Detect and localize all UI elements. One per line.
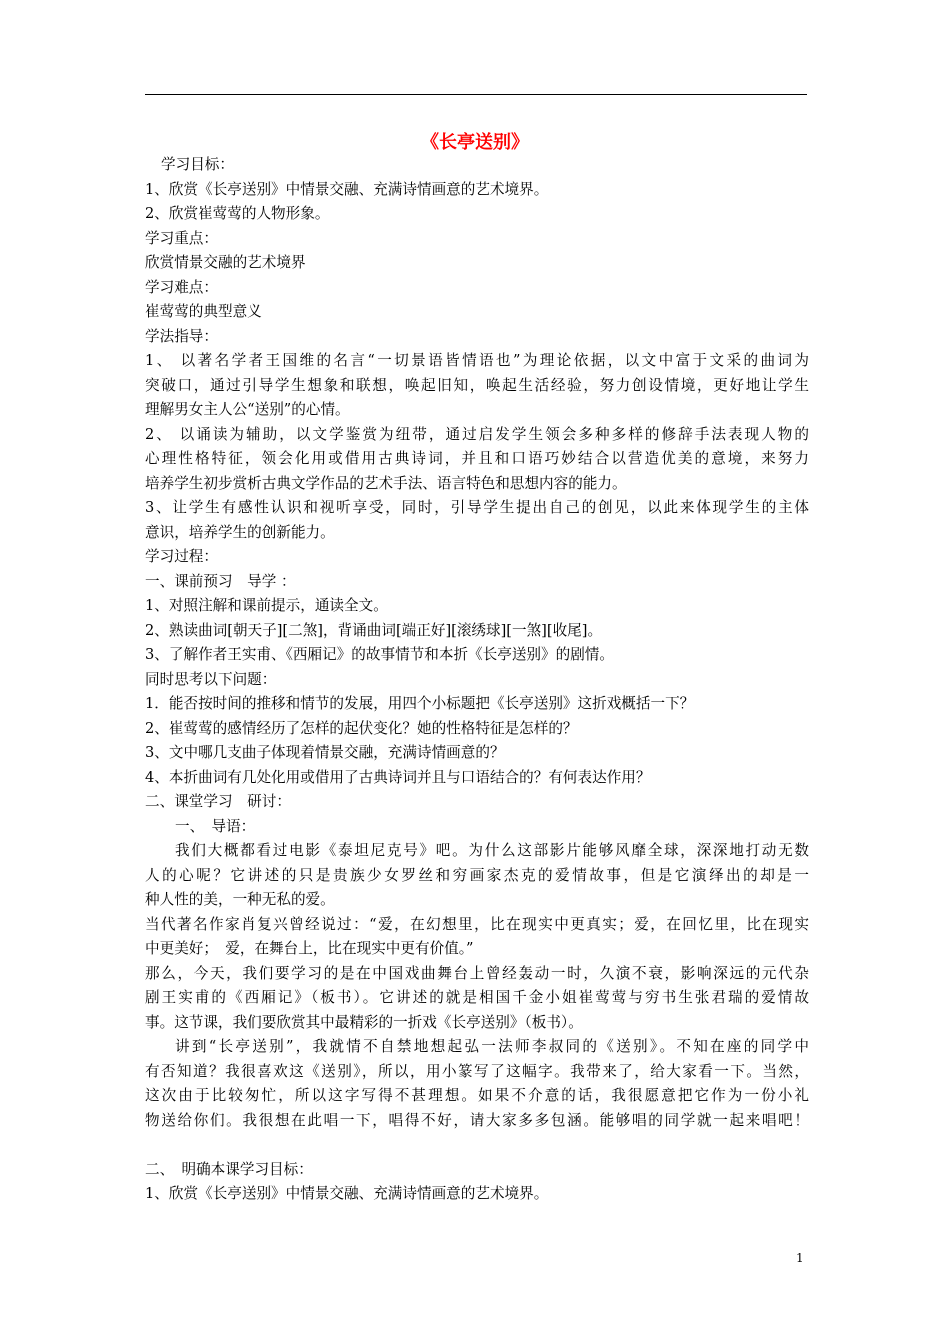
text-line: 心理性格特征，领会化用或借用古典诗词，并且和口语巧妙结合以营造优美的意境，来努力	[145, 450, 809, 467]
text-line: 这次由于比较匆忙，所以这字写得不甚理想。如果不介意的话，我很愿意把它作为一份小礼	[145, 1087, 809, 1104]
header-rule	[145, 94, 807, 95]
text-line: 物送给你们。我很想在此唱一下，唱得不好，请大家多多包涵。能够唱的同学就一起来唱吧！	[145, 1111, 809, 1129]
text-line: 事。这节课，我们要欣赏其中最精彩的一折戏《长亭送别》（板书）。	[145, 1013, 583, 1031]
document-title: 《长亭送别》	[421, 132, 529, 153]
text-line: 人的心呢？它讲述的只是贵族少女罗丝和穷画家杰克的爱情故事，但是它演绎出的却是一	[145, 866, 809, 884]
blank-line	[145, 1133, 809, 1158]
text-line: 3、了解作者王实甫、《西厢记》的故事情节和本折《长亭送别》的剧情。	[145, 646, 614, 663]
text-line: 我们大概都看过电影《泰坦尼克号》吧。为什么这部影片能够风靡全球，深深地打动无数	[175, 842, 809, 859]
section-heading: 学法指导：	[145, 327, 218, 345]
text-line: 1、对照注解和课前提示，通读全文。	[145, 597, 388, 614]
text-line: 培养学生初步赏析古典文学作品的艺术手法、语言特色和思想内容的能力。	[145, 474, 627, 492]
text-line: 意识，培养学生的创新能力。	[145, 523, 335, 541]
text-line: 理解男女主人公“送别”的心情。	[145, 401, 350, 418]
text-line: 2、熟读曲词[朝天子][二煞]，背诵曲词[端正好][滚绣球][一煞][收尾]。	[145, 621, 603, 639]
text-line: 那么，今天，我们要学习的是在中国戏曲舞台上曾经轰动一时，久演不衰，影响深远的元代杂	[145, 964, 809, 982]
section-heading: 二、课堂学习 研讨：	[145, 793, 291, 810]
text-line: 种人性的美，一种无私的爱。	[145, 891, 335, 908]
question-line: 3、文中哪几支曲子体现着情景交融，充满诗情画意的？	[145, 744, 505, 761]
question-line: 4、本折曲词有几处化用或借用了古典诗词并且与口语结合的？有何表达作用？	[145, 768, 651, 786]
section-heading: 一、课前预习 导学 ：	[145, 572, 296, 590]
text-line: 同时思考以下问题：	[145, 670, 277, 688]
text-line: 崔莺莺的典型意义	[145, 303, 262, 320]
text-line: 有否知道？我很喜欢这《送别》，所以，用小篆写了这幅字。我带来了，给大家看一下。当然，	[145, 1062, 809, 1080]
text-line: 欣赏情景交融的艺术境界	[145, 254, 306, 271]
question-line: 2、崔莺莺的感情经历了怎样的起伏变化？她的性格特征是怎样的？	[145, 719, 578, 737]
section-heading: 二、 明确本课学习目标：	[145, 1160, 313, 1178]
text-line: 3、让学生有感性认识和视听享受，同时，引导学生提出自己的创见，以此来体现学生的主体	[145, 499, 809, 516]
text-line: 当代著名作家肖复兴曾经说过：“爱，在幻想里，比在现实中更真实；爱，在回忆里，比在现实	[145, 915, 809, 933]
section-heading: 学习难点：	[145, 278, 218, 296]
text-line: 2、 以诵读为辅助，以文学鉴赏为纽带，通过启发学生领会多种多样的修辞手法表现人物的	[145, 425, 809, 443]
question-line: 1．能否按时间的推移和情节的发展，用四个小标题把《长亭送别》这折戏概括一下？	[145, 695, 695, 712]
text-line: 中更美好； 爱，在舞台上，比在现实中更有价值。”	[145, 940, 474, 957]
text-line: 1、欣赏《长亭送别》中情景交融、充满诗情画意的艺术境界。	[145, 1185, 549, 1202]
text-line: 1、欣赏《长亭送别》中情景交融、充满诗情画意的艺术境界。	[145, 180, 549, 198]
text-line: 讲到“长亭送别”，我就情不自禁地想起弘一法师李叔同的《送别》。不知在座的同学中	[175, 1038, 809, 1055]
section-heading: 学习过程：	[145, 548, 218, 565]
section-heading: 学习重点：	[145, 229, 218, 247]
text-line: 剧王实甫的《西厢记》（板书）。它讲述的就是相国千金小姐崔莺莺与穷书生张君瑞的爱情故	[145, 989, 809, 1006]
document-body	[145, 153, 809, 1207]
text-line: 1、 以著名学者王国维的名言“一切景语皆情语也”为理论依据，以文中富于文采的曲词为	[145, 352, 809, 369]
page-number: 1	[796, 1251, 804, 1265]
section-heading: 学习目标：	[161, 156, 234, 173]
text-line: 突破口，通过引导学生想象和联想，唤起旧知，唤起生活经验，努力创设情境，更好地让学生	[145, 376, 809, 394]
text-line: 2、欣赏崔莺莺的人物形象。	[145, 205, 330, 222]
subsection-heading: 一、 导语：	[175, 817, 256, 835]
